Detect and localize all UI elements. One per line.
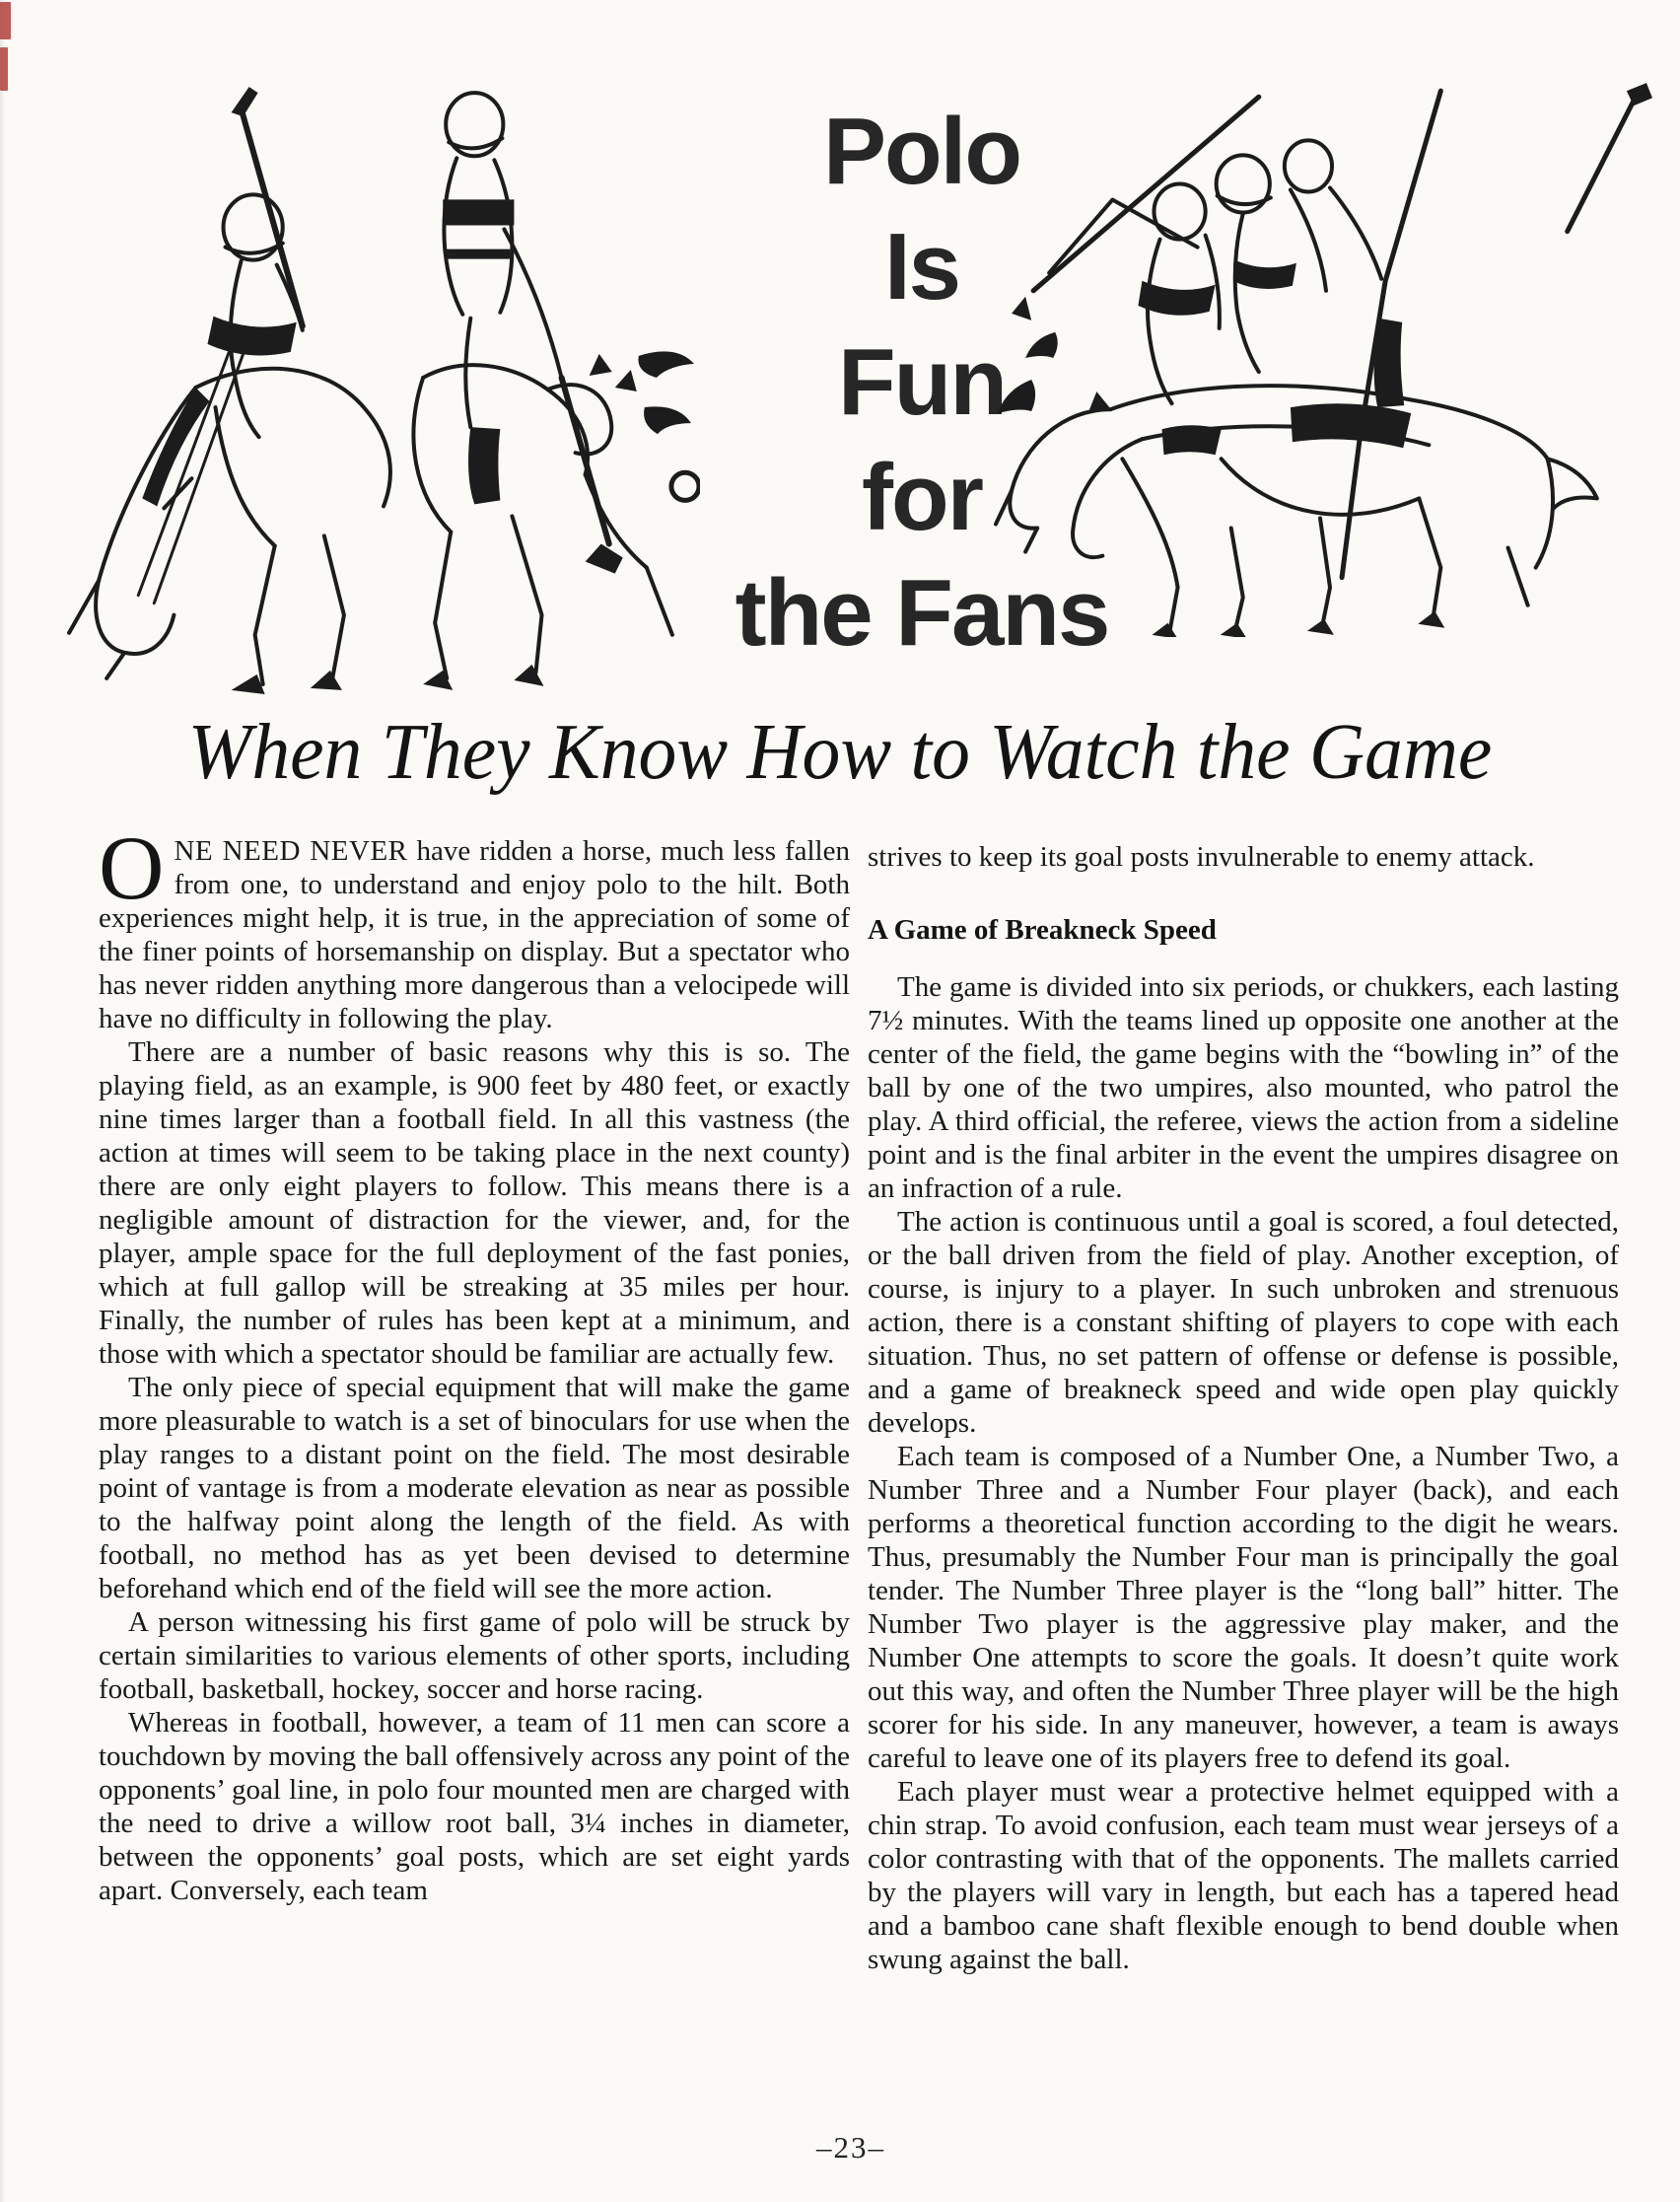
right-column [868,840,1619,1976]
opening-paragraph [99,817,850,1035]
paragraph: The game is divided into six periods, or chukkers, each lasting 7½ minutes. With the teams lined up opposite one another at the center of the field, the game begins with the “bowling in” of the ball by one of the two umpires, also mounted, who patrol the play. A third official, the referee, views the action from a sideline point and is the final arbiter in the event the umpires disagree on an infraction of a rule. [868,971,1619,1204]
article-subtitle: When They Know How to Watch the Game [187,709,1493,796]
red-edge-mark [0,47,8,91]
paragraph: Each player must wear a protective helmet equipped with a chin strap. To avoid confusion, each team must wear jerseys of a color contrasting with that of the opponents. The mallets carried by the players will vary in length, but each has a tapered head and a bamboo cane shaft flexible enough to bend double when swung against the ball. [868,1776,1619,1975]
paragraph: The only piece of special equipment that will make the game more pleasurable to watch is a set of binoculars for use when the play ranges to a distant point on the field. The most desirable point of vantage is from a moderate elevation as near as possible to the halfway point along the length of the field. As with football, no method has as yet been devised to determine beforehand which end of the field will see the more action. [99,1372,850,1604]
paragraph: The action is continuous until a goal is scored, a foul detected, or the ball driven from the field of play. Another exception, of course, is injury to a player. In such unbroken and strenuous action, there is a constant shifting of players to cope with each situation. Thus, no set pattern of offense or defense is possible, and a game of breakneck speed and wide open play quickly develops. [868,1206,1619,1439]
polo-riders-right-illustration [994,83,1656,637]
title-line: the Fans [735,560,1109,666]
lead-in-caps: NE NEED NEVER [174,835,408,867]
title-line: for [862,445,982,550]
continuation-paragraph: strives to keep its goal posts invulnerable to enemy attack. [868,841,1535,873]
paragraph: A person witnessing his first game of polo will be struck by certain similarities to various elements of other sports, including football, basketball, hockey, soccer and horse racing. [99,1606,850,1705]
page-number: –23– [816,2130,885,2165]
title-line: Polo [823,99,1020,204]
drop-cap: O [99,817,165,918]
paragraph-text: have ridden a horse, much less fallen from one, to understand and enjoy polo to the hilt. Both experiences might help, it is true, in the appreciation of some of the finer points of horsemanship on display. But a spectator who has never ridden anything more dangerous than a velocipede will have no difficulty in following the play. [99,835,850,1034]
paragraph: Whereas in football, however, a team of 11 men can score a touchdown by moving the ball offensively across any point of the opponents’ goal line, in polo four mounted men are charged with the need to drive a willow root ball, 3¼ inches in diameter, between the opponents’ goal posts, which are set eight yards apart. Conversely, each team [99,1707,850,1906]
red-edge-mark [0,2,11,39]
paragraph: There are a number of basic reasons why this is so. The playing field, as an example, is 900 feet by 480 feet, or exactly nine times larger than a football field. In all this vastness (the action at times will seem to be taking place in the next county) there are only eight players to follow. This means there is a negligible amount of distraction for the viewer, and, for the player, ample space for the full deployment of the fast ponies, which at full gallop will be streaking at 35 miles per hour. Finally, the number of rules has been kept at a minimum, and those with which a spectator should be familiar are actually few. [99,1036,850,1370]
section-heading: A Game of Breakneck Speed [868,914,1217,946]
left-column [99,817,850,1907]
paragraph: Each team is composed of a Number One, a Number Two, a Number Three and a Number Four player (back), and each performs a theoretical function according to the digit he wears. Thus, presumably the Number Four man is principally the goal tender. The Number Three player is the “long ball” hitter. The Number Two player is the aggressive play maker, and the Number One attempts to score the goals. It doesn’t quite work out this way, and often the Number Three player will be the high scorer for his side. In any maneuver, however, a team is aways careful to leave one of its players free to defend its goal. [868,1441,1619,1774]
title-line: Fun [838,329,1006,435]
title-line: Is [883,214,960,320]
